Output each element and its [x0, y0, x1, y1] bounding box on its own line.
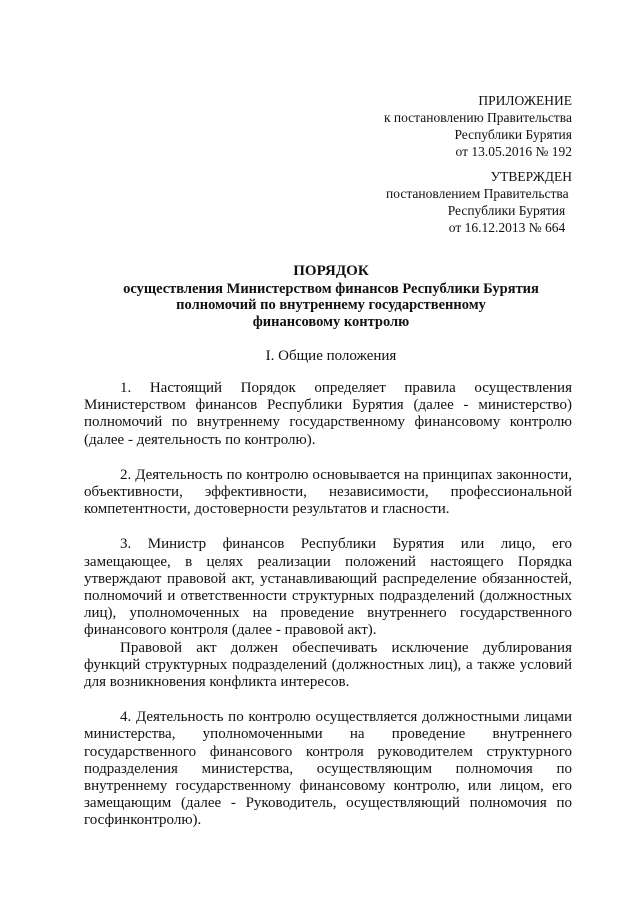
annex-date-number: от 13.05.2016 № 192 [455, 144, 572, 159]
title-line-2: полномочий по внутреннему государственному [176, 297, 486, 313]
annex-label: ПРИЛОЖЕНИЕ [478, 93, 572, 108]
paragraph-3: 3. Министр финансов Республики Бурятия или лицо, его замещающее, в целях реализации положений настоящего Порядка утверждают правовой акт, устанавливающий распределение обязанностей, полномочий и ответственности структурных подразделений (должностных лиц), уполномоченных на проведение внутреннего государственного финансового контроля (далее - правовой акт). [84, 536, 572, 639]
title-main: ПОРЯДОК [293, 263, 369, 279]
paragraph-1: 1. Настоящий Порядок определяет правила осуществления Министерством финансов Республики Бурятия (далее - министерство) полномочий по внутреннему государственному финансовому контролю (далее - деятельность по контролю). [84, 380, 572, 448]
approved-resolution-ref: постановлением Правительства [386, 186, 572, 201]
document-title [84, 263, 578, 330]
title-line-1: осуществления Министерством финансов Республики Бурятия [123, 280, 539, 297]
approved-region: Республики Бурятия [447, 203, 572, 218]
approved-date-number: от 16.12.2013 № 664 [448, 220, 572, 235]
approved-block [386, 168, 572, 236]
annex-region: Республики Бурятия [454, 127, 572, 142]
document-body [84, 380, 572, 830]
annex-block [384, 92, 572, 160]
paragraph-4: 4. Деятельность по контролю осуществляется должностными лицами министерства, уполномоченными на проведение внутреннего государственного финансового контроля руководителем структурного подразделения министерства, осуществляющим полномочия по внутреннему государственному финансовому контролю, или лицом, его замещающим (далее - Руководитель, осуществляющий полномочия по госфинконтролю). [84, 709, 572, 829]
approved-label: УТВЕРЖДЕН [490, 169, 572, 184]
title-line-3: финансовому контролю [252, 313, 410, 330]
annex-resolution-ref: к постановлению Правительства [383, 110, 572, 125]
paragraph-3-continuation: Правовой акт должен обеспечивать исключение дублирования функций структурных подразделений (должностных лиц), а также условий для возникновения конфликта интересов. [84, 639, 572, 691]
paragraph-2: 2. Деятельность по контролю основывается на принципах законности, объективности, эффективности, независимости, профессиональной компетентности, достоверности результатов и гласности. [84, 466, 572, 518]
section-heading: I. Общие положения [265, 348, 397, 364]
